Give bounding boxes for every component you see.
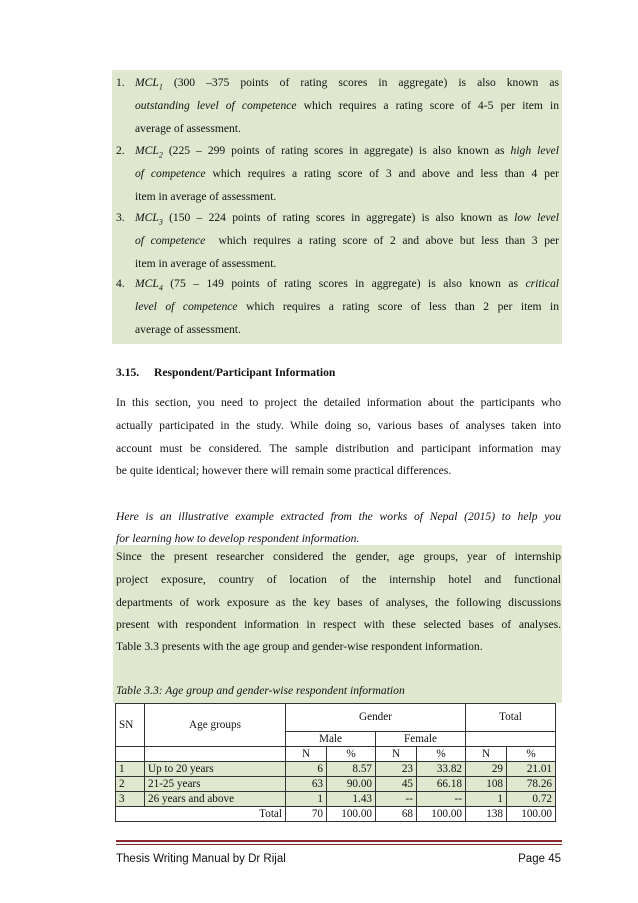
list-line: item in average of assessment.	[135, 190, 277, 203]
paragraph-line: Table 3.3 presents with the age group and gender-wise respondent information.	[116, 640, 483, 653]
list-line: $MCL_1$ (300 –375 points of rating scores in aggregate) is also known as	[135, 76, 559, 92]
cell-male-n: 63	[286, 777, 327, 792]
subheader-n: N	[466, 747, 507, 762]
list-line: outstanding level of competence which requires a rating score of 4-5 per item in	[135, 99, 559, 112]
cell-total-pct: 78.26	[507, 777, 556, 792]
cell-age: 21-25 years	[145, 777, 286, 792]
table-caption: Table 3.3: Age group and gender-wise respondent information	[116, 684, 405, 697]
subheader-pct: %	[507, 747, 556, 762]
cell-total-n: 1	[466, 792, 507, 807]
footer-rule	[116, 844, 562, 845]
cell-sn: 2	[116, 777, 145, 792]
list-number: 4.	[116, 277, 125, 290]
list-line: $MCL_2$ (225 – 299 points of rating scores in aggregate) is also known as high level	[135, 144, 559, 160]
section-number: 3.15.	[116, 366, 140, 379]
header-sn: SN	[116, 704, 145, 747]
list-line: of competence which requires a rating score of 3 and above and less than 4 per	[135, 167, 559, 180]
cell-female-pct: 33.82	[417, 762, 466, 777]
cell-female-n: 23	[376, 762, 417, 777]
cell-male-n: 6	[286, 762, 327, 777]
header-gender: Gender	[286, 704, 466, 732]
paragraph-line: be quite identical; however there will remain some practical differences.	[116, 464, 452, 477]
table-header-row	[116, 704, 556, 732]
list-line: $MCL_4$ (75 – 149 points of rating scores in aggregate) is also known as critical	[135, 277, 559, 293]
header-female: Female	[376, 732, 466, 747]
paragraph-line: Since the present researcher considered the gender, age groups, year of internship	[116, 550, 561, 563]
section-title: Respondent/Participant Information	[154, 366, 336, 379]
cell-male-n: 70	[286, 807, 327, 822]
list-line: average of assessment.	[135, 122, 241, 135]
paragraph-line: Here is an illustrative example extracted from the works of Nepal (2015) to help you	[116, 510, 561, 523]
subheader-pct: %	[417, 747, 466, 762]
cell-female-pct: 100.00	[417, 807, 466, 822]
cell-female-n: 68	[376, 807, 417, 822]
subheader-pct: %	[327, 747, 376, 762]
table-row	[116, 792, 556, 807]
cell-female-pct: --	[417, 792, 466, 807]
cell-total-pct: 21.01	[507, 762, 556, 777]
cell-male-pct: 100.00	[327, 807, 376, 822]
paragraph-line: project exposure, country of location of the internship hotel and functional	[116, 573, 561, 586]
list-line: $MCL_3$ (150 – 224 points of rating scores in aggregate) is also known as low level	[135, 211, 559, 227]
cell-total-n: 138	[466, 807, 507, 822]
list-line: of competence which requires a rating score of 2 and above but less than 3 per	[135, 234, 559, 247]
header-total: Total	[466, 704, 556, 732]
cell-sn: 3	[116, 792, 145, 807]
competence-level-list	[112, 70, 562, 344]
paragraph-line: departments of work exposure as the key bases of analyses, the following discussions	[116, 596, 561, 609]
subheader-n: N	[286, 747, 327, 762]
header-total-spacer	[466, 732, 556, 747]
cell-total-label: Total	[116, 807, 286, 822]
table-total-row	[116, 807, 556, 822]
cell-sn: 1	[116, 762, 145, 777]
table-row	[116, 777, 556, 792]
cell-female-n: 45	[376, 777, 417, 792]
cell-female-pct: 66.18	[417, 777, 466, 792]
respondent-table	[115, 703, 556, 822]
paragraph-line: for learning how to develop respondent information.	[116, 532, 360, 545]
cell-female-n: --	[376, 792, 417, 807]
subheader-empty	[145, 747, 286, 762]
cell-male-n: 1	[286, 792, 327, 807]
list-number: 3.	[116, 211, 125, 224]
cell-male-pct: 90.00	[327, 777, 376, 792]
subheader-empty	[116, 747, 145, 762]
header-male: Male	[286, 732, 376, 747]
page-number: Page 45	[518, 853, 561, 865]
cell-total-pct: 0.72	[507, 792, 556, 807]
footer-rule	[116, 840, 562, 842]
list-number: 1.	[116, 76, 125, 89]
table-row	[116, 762, 556, 777]
list-line: item in average of assessment.	[135, 257, 277, 270]
section-heading	[116, 366, 335, 379]
cell-age: Up to 20 years	[145, 762, 286, 777]
cell-total-pct: 100.00	[507, 807, 556, 822]
paragraph-line: account must be considered. The sample distribution and participant information may	[116, 442, 561, 455]
footer-title: Thesis Writing Manual by Dr Rijal	[116, 853, 286, 865]
header-age-groups: Age groups	[145, 704, 286, 747]
subheader-n: N	[376, 747, 417, 762]
cell-age: 26 years and above	[145, 792, 286, 807]
cell-total-n: 29	[466, 762, 507, 777]
cell-male-pct: 8.57	[327, 762, 376, 777]
list-line: level of competence which requires a rating score of less than 2 per item in	[135, 300, 559, 313]
cell-total-n: 108	[466, 777, 507, 792]
list-number: 2.	[116, 144, 125, 157]
paragraph-line: present with respondent information in respect with these selected bases of analyses.	[116, 618, 561, 631]
list-line: average of assessment.	[135, 323, 241, 336]
paragraph-line: actually participated in the study. While doing so, various bases of analyses taken into	[116, 419, 561, 432]
paragraph-line: In this section, you need to project the detailed information about the participants who	[116, 396, 561, 409]
cell-male-pct: 1.43	[327, 792, 376, 807]
table-subheader-row	[116, 747, 556, 762]
